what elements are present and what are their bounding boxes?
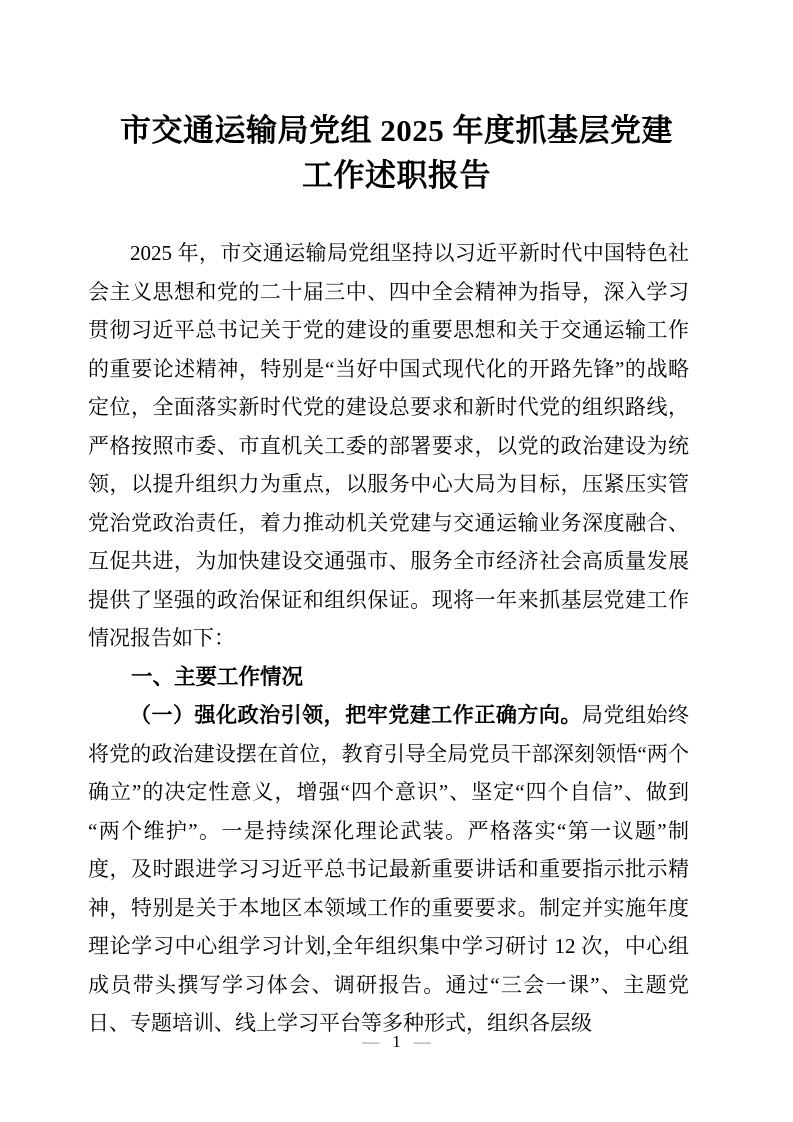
sub1-body-text: 局党组始终将党的政治建设摆在首位，教育引导全局党员干部深刻领悟“两个确立”的决定性意义，增强“四个意识”、坚定“四个自信”、做到“两个维护”。一是持续深化理论武装。严格落实“第一议题”制度，及时跟进学习习近平总书记最新重要讲话和重要指示批示精神，特别是关于本地区本领域工作的重要要求。制定并实施年度理论学习中心组学习计划,全年组织集中学习研讨 12 次，中心组成员带头撰写学习体会、调研报告。通过“三会一课”、主题党日、专题培训、线上学习平台等多种形式，组织各层级 xyxy=(88,703,690,1035)
page-number: 1 xyxy=(392,1032,401,1051)
title-line-2: 工作述职报告 xyxy=(302,158,491,193)
section-heading-1: 一、主要工作情况 xyxy=(131,664,304,689)
footer-dash-right: — xyxy=(413,1032,431,1051)
paragraph-sub1 xyxy=(88,696,689,1043)
page-footer xyxy=(0,1031,793,1053)
document-body xyxy=(88,234,689,1043)
title-line-1: 市交通运输局党组 2025 年度抓基层党建 xyxy=(120,113,673,148)
footer-dash-left: — xyxy=(362,1032,380,1051)
document-title xyxy=(0,0,793,198)
sub1-lead-bold: （一）强化政治引领，把牢党建工作正确方向。 xyxy=(130,703,582,727)
paragraph-intro: 2025 年，市交通运输局党组坚持以习近平新时代中国特色社会主义思想和党的二十届三中、四中全会精神为指导，深入学习贯彻习近平总书记关于党的建设的重要思想和关于交通运输工作的重要论述精神，特别是“当好中国式现代化的开路先锋”的战略定位，全面落实新时代党的建设总要求和新时代党的组织路线，严格按照市委、市直机关工委的部署要求，以党的政治建设为统领，以提升组织力为重点，以服务中心大局为目标，压紧压实管党治党政治责任，着力推动机关党建与交通运输业务深度融合、互促共进，为加快建设交通强市、服务全市经济社会高质量发展提供了坚强的政治保证和组织保证。现将一年来抓基层党建工作情况报告如下： xyxy=(88,241,689,650)
